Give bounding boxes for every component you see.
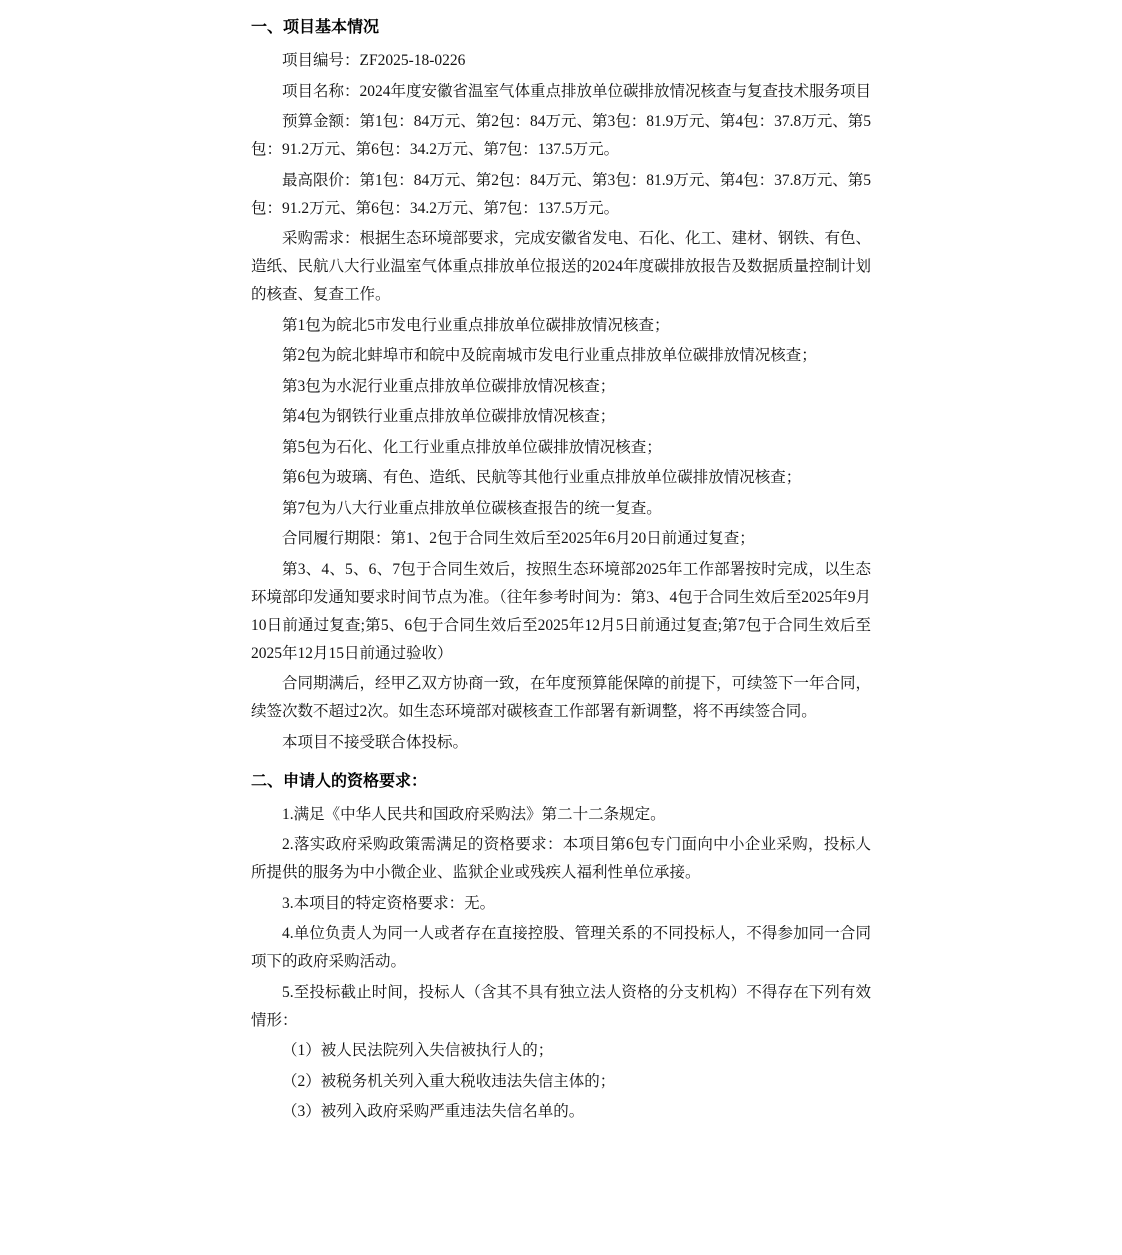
para-package-1: 第1包为皖北5市发电行业重点排放单位碳排放情况核查； (282, 316, 670, 334)
para-qualification-5-item-2: （2）被税务机关列入重大税收违法失信主体的； (282, 1072, 616, 1090)
para-contract-term-1: 合同履行期限：第1、2包于合同生效后至2025年6月20日前通过复查； (282, 530, 755, 547)
para-package-2: 第2包为皖北蚌埠市和皖中及皖南城市发电行业重点排放单位碳排放情况核查； (282, 347, 817, 364)
para-qualification-5-item-1: （1）被人民法院列入失信被执行人的； (282, 1042, 554, 1059)
para-package-7: 第7包为八大行业重点排放单位碳核查报告的统一复查。 (282, 499, 662, 517)
para-no-consortium-bid: 本项目不接受联合体投标。 (282, 733, 469, 751)
para-project-number: 项目编号：ZF2025-18-0226 (282, 52, 466, 69)
para-qualification-4: 4.单位负责人为同一人或者存在直接控股、管理关系的不同投标人，不得参加同一合同项下的政府采购活动。 (251, 925, 871, 970)
para-qualification-5-item-3: （3）被列入政府采购严重违法失信名单的。 (282, 1103, 585, 1120)
section-heading-basic-info: 一、项目基本情况 (251, 19, 380, 36)
para-package-3: 第3包为水泥行业重点排放单位碳排放情况核查； (282, 377, 616, 395)
para-contract-term-2: 第3、4、5、6、7包于合同生效后，按照生态环境部2025年工作部署按时完成，以生态环境部印发通知要求时间节点为准。（往年参考时间为：第3、4包于合同生效后至2025年9月10日前通过复查;第5、6包于合同生效后至2025年12月5日前通过复查;第7包于合同生效后至2025年12月15日前通过验收） (251, 560, 872, 662)
para-max-price: 最高限价：第1包：84万元、第2包：84万元、第3包：81.9万元、第4包：37.8万元、第5包：91.2万元、第6包：34.2万元、第7包：137.5万元。 (251, 171, 872, 217)
para-procurement-requirements: 采购需求：根据生态环境部要求，完成安徽省发电、石化、化工、建材、钢铁、有色、造纸、民航八大行业温室气体重点排放单位报送的2024年度碳排放报告及数据质量控制计划的核查、复查工作。 (251, 230, 872, 303)
para-qualification-5: 5.至投标截止时间，投标人（含其不具有独立法人资格的分支机构）不得存在下列有效情形： (251, 983, 871, 1029)
document-page (251, 0, 871, 1126)
para-package-4: 第4包为钢铁行业重点排放单位碳排放情况核查； (282, 408, 616, 425)
para-qualification-2: 2.落实政府采购政策需满足的资格要求：本项目第6包专门面向中小企业采购，投标人所提供的服务为中小微企业、监狱企业或残疾人福利性单位承接。 (251, 836, 871, 881)
para-project-name: 项目名称：2024年度安徽省温室气体重点排放单位碳排放情况核查与复查技术服务项目 (282, 82, 872, 100)
para-qualification-3: 3.本项目的特定资格要求：无。 (282, 894, 496, 912)
para-package-6: 第6包为玻璃、有色、造纸、民航等其他行业重点排放单位碳排放情况核查； (282, 469, 802, 486)
para-qualification-1: 1.满足《中华人民共和国政府采购法》第二十二条规定。 (282, 805, 666, 823)
para-contract-renewal: 合同期满后，经甲乙双方协商一致，在年度预算能保障的前提下，可续签下一年合同，续签次数不超过2次。如生态环境部对碳核查工作部署有新调整，将不再续签合同。 (251, 675, 872, 720)
section-heading-applicant-qualifications: 二、申请人的资格要求： (251, 772, 428, 790)
para-budget-amount: 预算金额：第1包：84万元、第2包：84万元、第3包：81.9万元、第4包：37.8万元、第5包：91.2万元、第6包：34.2万元、第7包：137.5万元。 (251, 113, 872, 158)
para-package-5: 第5包为石化、化工行业重点排放单位碳排放情况核查； (282, 438, 662, 456)
